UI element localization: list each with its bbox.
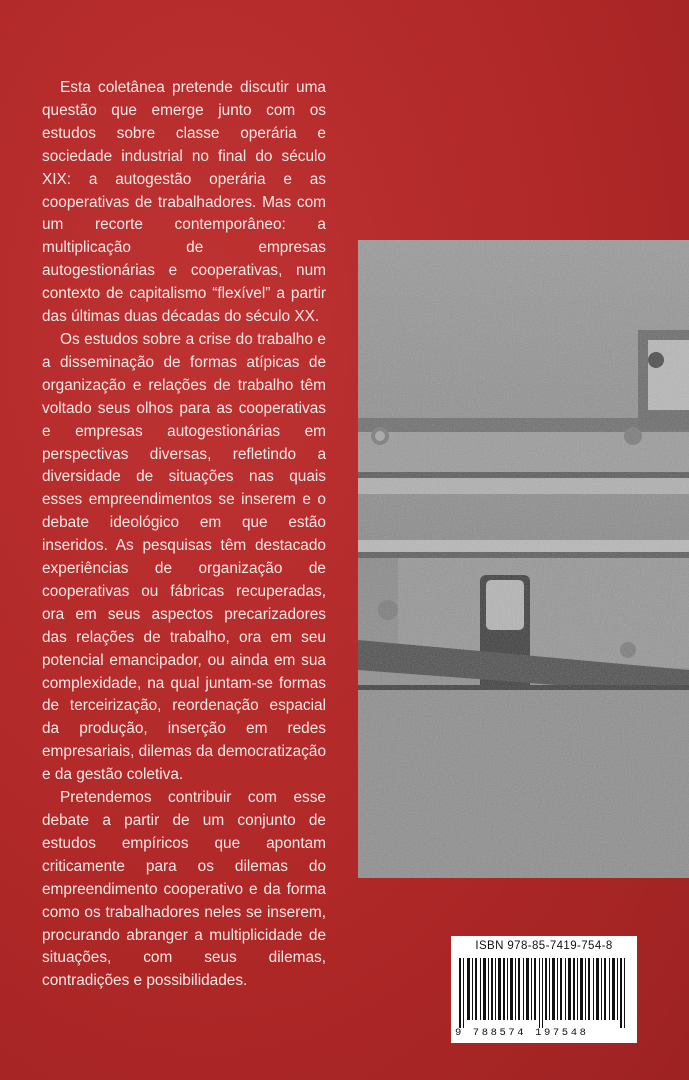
barcode-digits: 9 788574 197548 [455,1027,589,1039]
machinery-photo [358,240,689,878]
blurb-paragraph-1: Esta coletânea pretende discutir uma questão que emerge junto com os estudos sobre classe operária e sociedade industrial no final do século XIX: a autogestão operária e as cooperativas de trabalhadores. Mas com um recorte contemporâneo: a multiplicação de empresas autogestionárias e cooperativas, num contexto de capitalismo “flexível” a partir das últimas duas décadas do século XX. [42,79,326,326]
isbn-label: ISBN 978-85-7419-754-8 [475,940,613,952]
barcode-panel [451,936,637,1043]
blurb-paragraph-2: Os estudos sobre a crise do trabalho e a disseminação de formas atípicas de organização e relações de trabalho têm voltado seus olhos para as cooperativas e empresas autogestionárias em perspectivas diversas, refletindo a diversidade de situações nas quais esses empreendimentos se inserem e o debate ideológico em que estão inseridos. As pesquisas têm destacado experiências de organização de cooperativas ou fábricas recuperadas, ora em seus aspectos precarizadores das relações de trabalho, ora em seu potencial emancipador, ou ainda em sua complexidade, na qual juntam-se formas de terceirização, reordenação espacial da produção, inserção em redes empresariais, dilemas da democratização e da gestão coletiva. [42,330,326,784]
blurb-text [42,77,326,993]
cover-photo [358,240,689,878]
barcode-icon [459,958,629,1028]
blurb-paragraph-3: Pretendemos contribuir com esse debate a partir de um conjunto de estudos empíricos que apontam criticamente para os dilemas do empreendimento cooperativo e da forma como os trabalhadores neles se inserem, procurando abranger a multiplicidade de situações, com seus dilemas, contradições e possibilidades. [42,789,326,990]
